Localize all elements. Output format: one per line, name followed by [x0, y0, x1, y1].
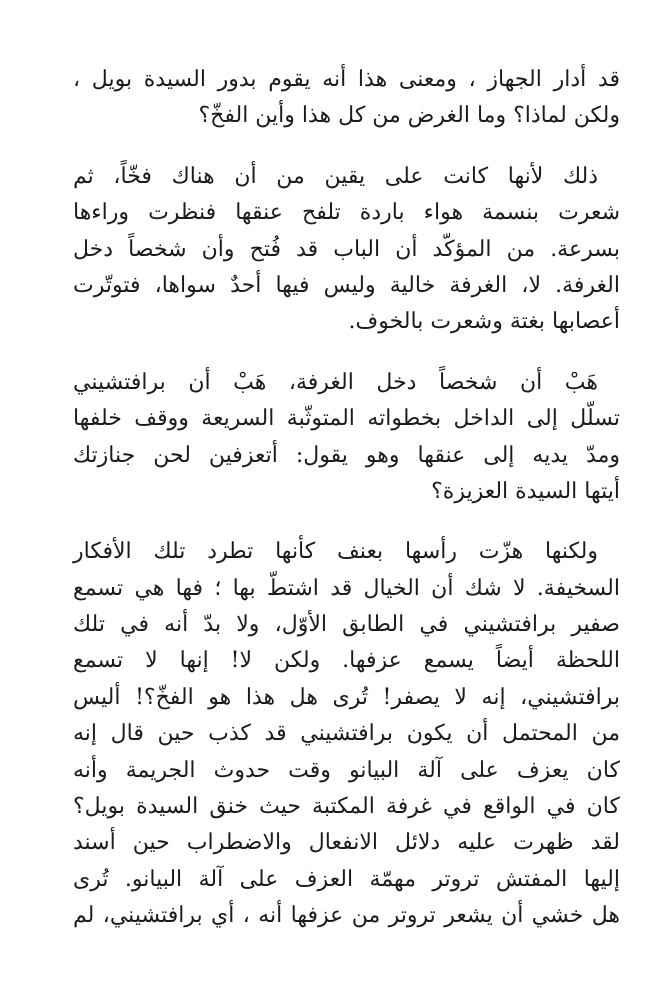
- text-line: أعصابها بغتة وشعرت بالخوف.: [348, 309, 620, 335]
- text-line: كان في الواقع في غرفة المكتبة حيث خنق السيدة بويل؟: [73, 794, 620, 820]
- text-line: الغرفة. لا، الغرفة خالية وليس فيها أحدٌ سواها، فتوتّرت: [73, 272, 620, 298]
- text-line: هل خشي أن يشعر تروتر من عزفها أنه ، أي برافتشيني، لم: [73, 903, 620, 929]
- text-line: ذلك لأنها كانت على يقين من أن هناك فخّاً، ثم: [73, 163, 598, 189]
- text-line: لقد ظهرت عليه دلائل الانفعال والاضطراب حين أسند: [73, 830, 620, 856]
- text-line: برافتشيني، إنه لا يصفر! تُرى هل هذا هو الفخّ؟! أليس: [73, 684, 620, 710]
- text-line: صفير برافتشيني في الطابق الأوّل، ولا بدّ أنه في تلك: [73, 612, 620, 638]
- text-line: شعرت بنسمة هواء باردة تلفح عنقها فنظرت وراءها: [73, 200, 620, 226]
- book-page: [73, 62, 620, 959]
- paragraph-3: [73, 365, 620, 511]
- text-line: اللحظة أيضاً يسمع عزفها. ولكن لا! إنها لا تسمع: [73, 648, 620, 674]
- text-line: إليها المفتش تروتر مهمّة العزف على آلة البيانو. تُرى: [73, 866, 620, 892]
- text-line: أيتها السيدة العزيزة؟: [431, 478, 620, 504]
- text-line: السخيفة. لا شك أن الخيال قد اشتطّ بها ؛ فها هي تسمع: [73, 575, 620, 601]
- text-line: بسرعة. من المؤكّد أن الباب قد فُتح وأن شخصاً دخل: [73, 236, 620, 262]
- text-line: ولكن لماذا؟ وما الغرض من كل هذا وأين الفخّ؟: [198, 103, 620, 129]
- paragraph-1: [73, 62, 620, 135]
- text-line: كان يعزف على آلة البيانو وقت حدوث الجريمة وأنه: [73, 757, 620, 783]
- paragraph-2: [73, 159, 620, 341]
- text-line: ولكنها هزّت رأسها بعنف كأنها تطرد تلك الأفكار: [73, 539, 598, 565]
- text-line: قد أدار الجهاز ، ومعنى هذا أنه يقوم بدور السيدة بويل ،: [73, 67, 620, 92]
- text-line: تسلّل إلى الداخل بخطواته المتوثّبة السريعة ووقف خلفها: [73, 406, 620, 432]
- text-line: ومدّ يديه إلى عنقها وهو يقول: أتعزفين لحن جنازتك: [73, 442, 620, 468]
- paragraph-4: [73, 534, 620, 934]
- text-line: هَبْ أن شخصاً دخل الغرفة، هَبْ أن برافتشيني: [73, 369, 598, 395]
- text-line: من المحتمل أن يكون برافتشيني قد كذب حين قال إنه: [73, 721, 620, 747]
